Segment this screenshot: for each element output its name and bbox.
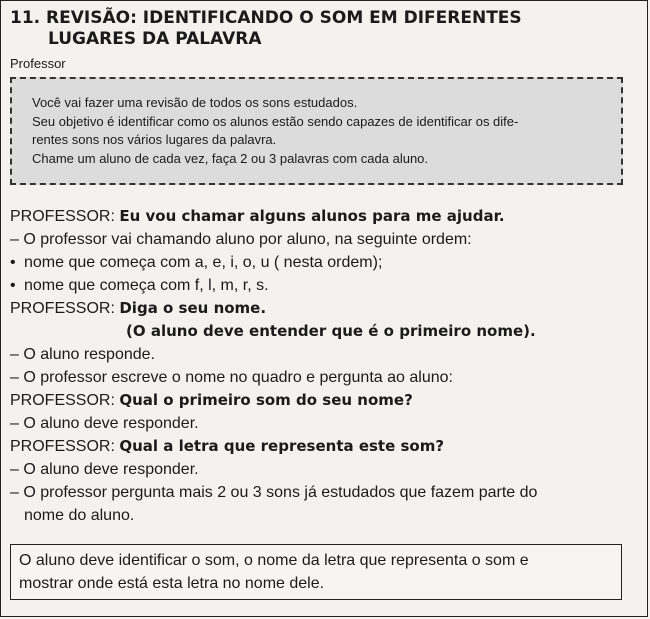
speech-text: Diga o seu nome. — [119, 299, 267, 317]
speech-row — [10, 435, 640, 458]
teacher-note-box — [10, 77, 623, 185]
page-title — [10, 8, 610, 50]
speech-text: Eu vou chamar alguns alunos para me ajudar. — [119, 207, 505, 225]
direction-row: – O professor vai chamando aluno por aluno, na seguinte ordem: — [10, 231, 472, 248]
direction-row: – O professor pergunta mais 2 ou 3 sons já estudados que fazem parte do — [10, 484, 538, 501]
direction-row-continuation: nome do aluno. — [24, 507, 135, 524]
title-line-2: LUGARES DA PALAVRA — [48, 29, 262, 49]
bullet-item: • nome que começa com f, l, m, r, s. — [10, 274, 640, 297]
title-line-1: 11. REVISÃO: IDENTIFICANDO O SOM EM DIFERENTES — [10, 8, 522, 28]
speaker-label: PROFESSOR: — [10, 300, 115, 317]
speech-text: Qual a letra que representa este som? — [119, 437, 445, 455]
speaker-label: PROFESSOR: — [10, 392, 115, 409]
direction-row: – O aluno deve responder. — [10, 461, 199, 478]
dialogue-script — [10, 205, 640, 527]
note-line-2: Seu objetivo é identificar como os alunos estão sendo capazes de identificar os dife- — [32, 113, 519, 129]
speaker-label: PROFESSOR: — [10, 208, 115, 225]
note-line-4: Chame um aluno de cada vez, faça 2 ou 3 palavras com cada aluno. — [32, 150, 429, 166]
speaker-label: PROFESSOR: — [10, 438, 115, 455]
summary-line-2: mostrar onde está esta letra no nome dele. — [19, 575, 325, 592]
direction-row: – O aluno deve responder. — [10, 415, 199, 432]
speech-row — [10, 205, 640, 228]
bullet-item: • nome que começa com a, e, i, o, u ( nesta ordem); — [10, 251, 640, 274]
direction-row: – O professor escreve o nome no quadro e pergunta ao aluno: — [10, 369, 453, 386]
speech-text: (O aluno deve entender que é o primeiro nome). — [126, 322, 536, 340]
speech-row — [10, 297, 640, 320]
section-label: Professor — [10, 56, 66, 71]
note-line-1: Você vai fazer uma revisão de todos os sons estudados. — [32, 95, 358, 110]
summary-box — [10, 544, 622, 600]
speech-continuation — [10, 320, 640, 343]
speech-row — [10, 389, 640, 412]
summary-line-1: O aluno deve identificar o som, o nome da letra que representa o som e — [19, 552, 529, 569]
direction-row: – O aluno responde. — [10, 346, 155, 363]
note-line-3: rentes sons nos vários lugares da palavra. — [32, 132, 277, 147]
speech-text: Qual o primeiro som do seu nome? — [119, 391, 413, 409]
